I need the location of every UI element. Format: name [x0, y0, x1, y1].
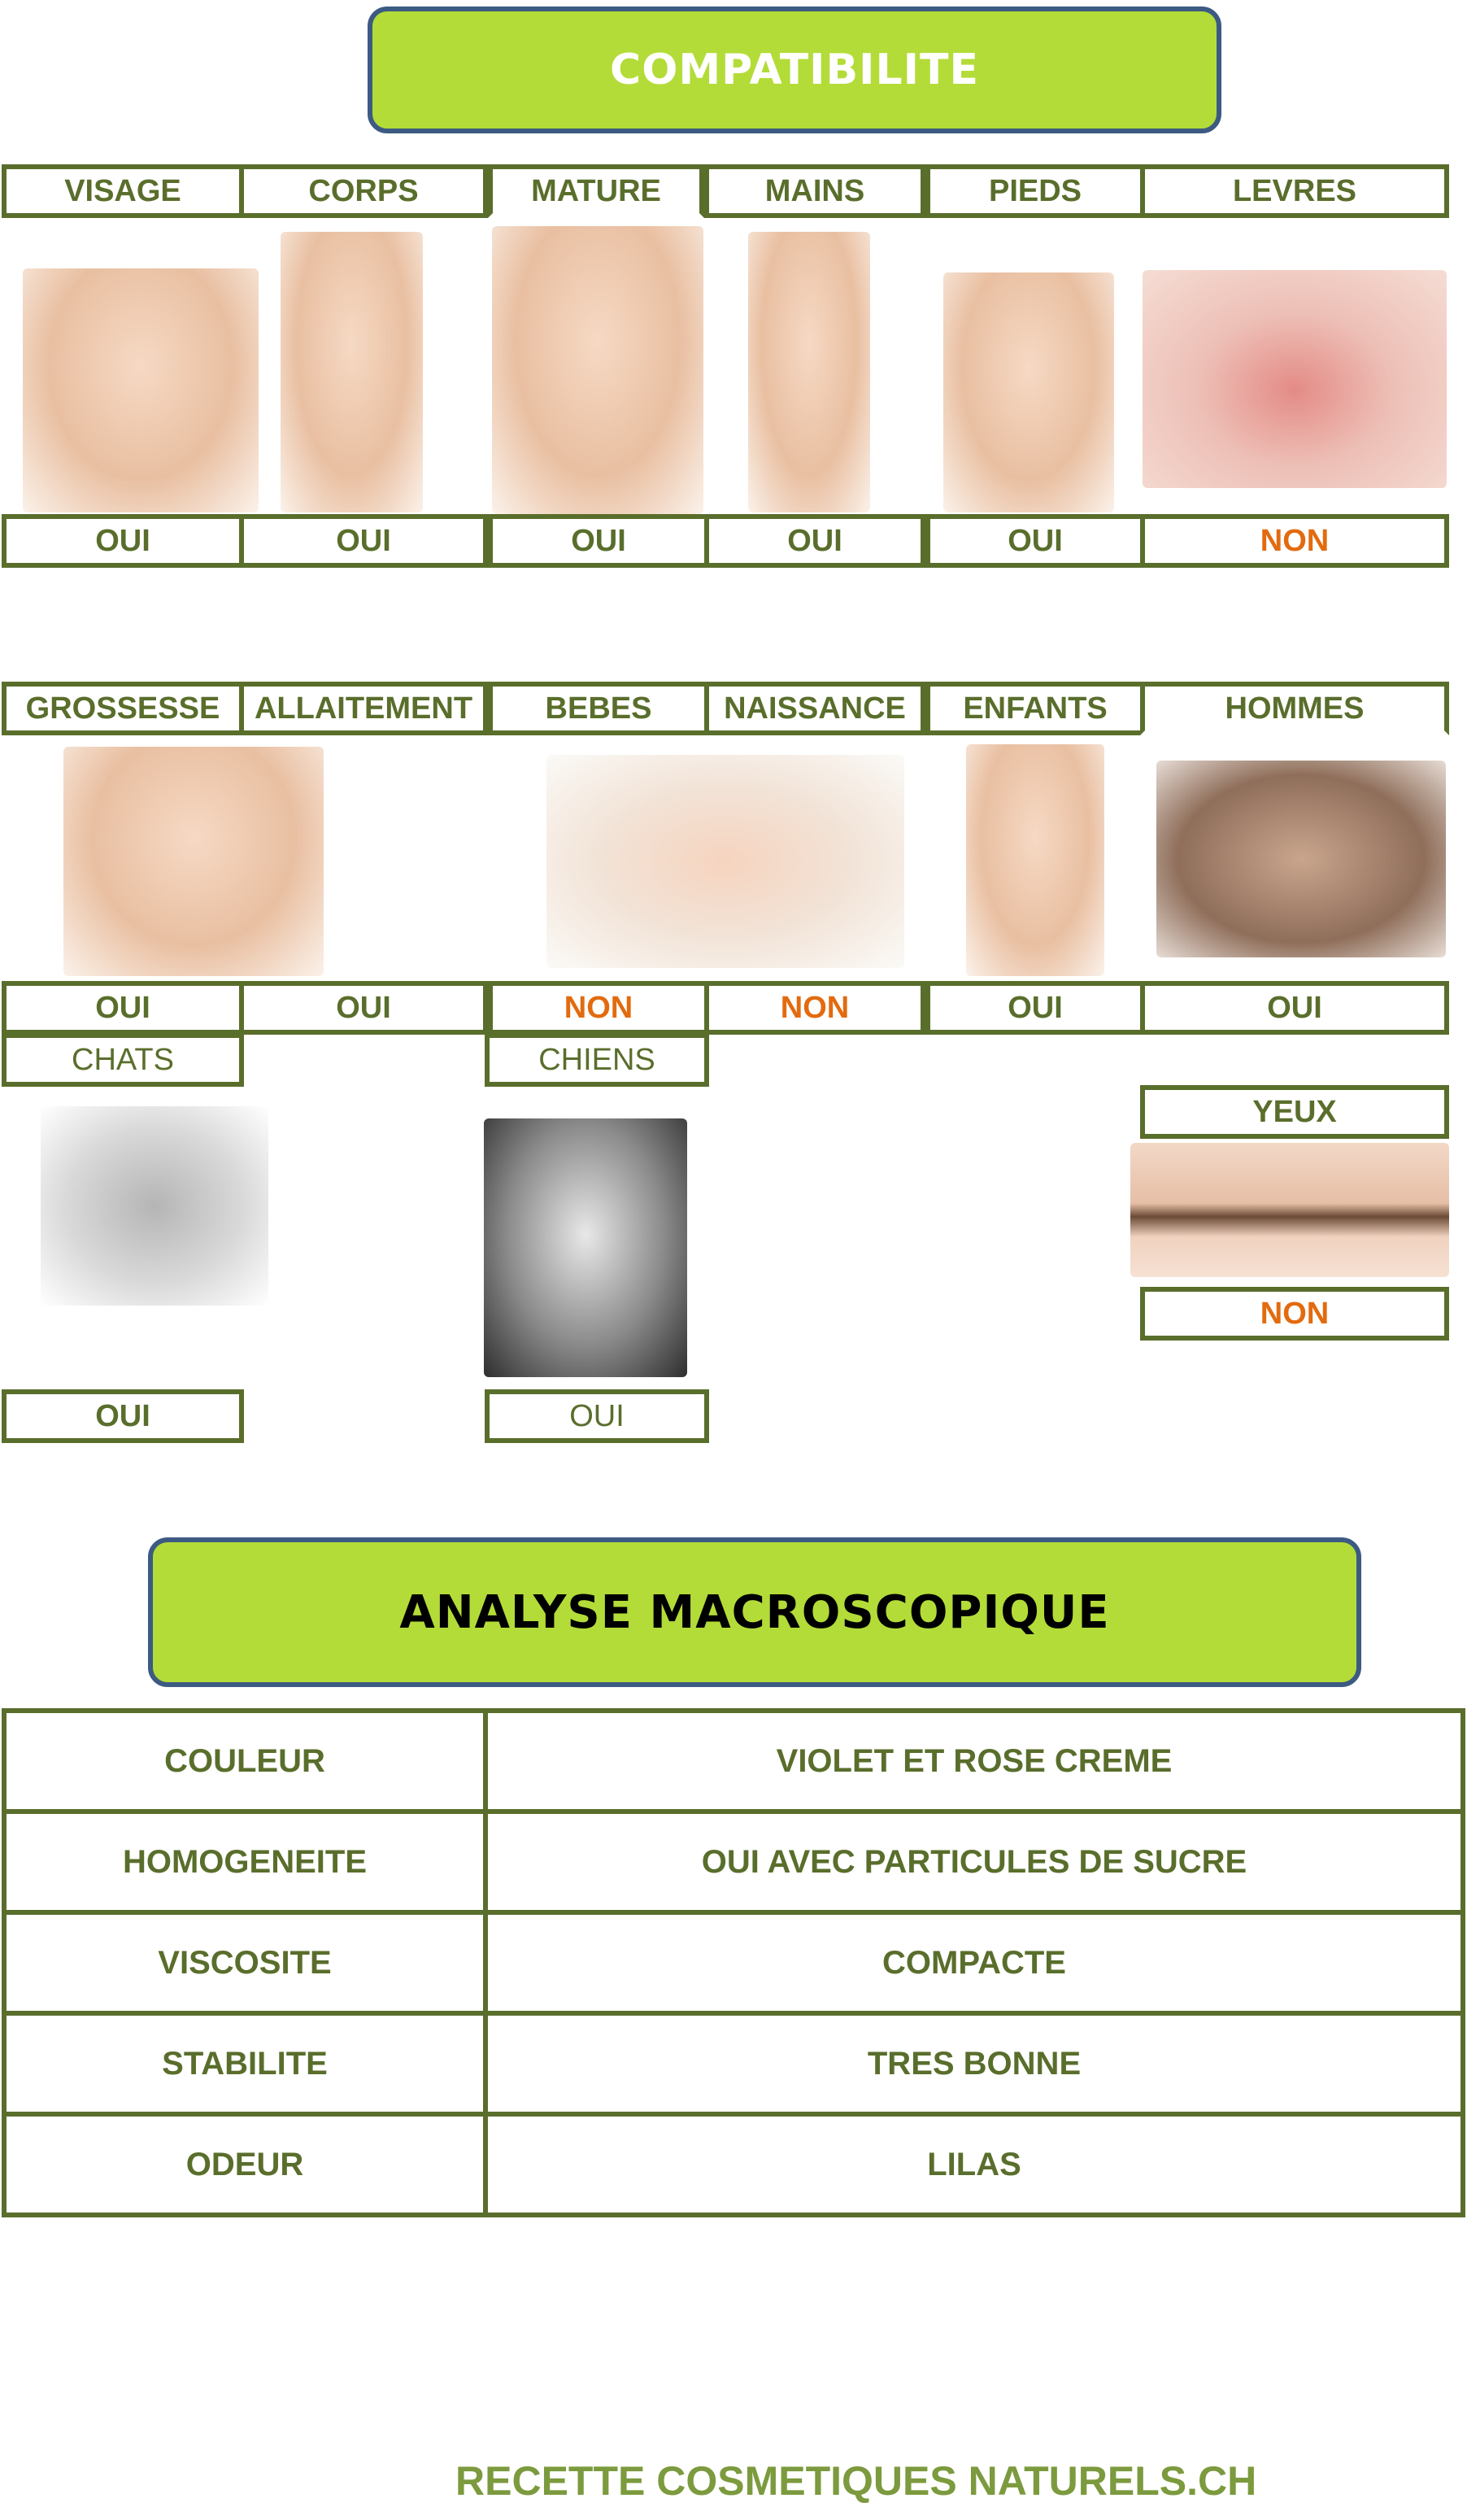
macroscopic-table	[2, 1708, 1465, 2219]
table-key-cell: HOMOGENEITE	[2, 1809, 488, 1915]
table-key-cell: ODEUR	[2, 2112, 488, 2217]
label-corps: CORPS	[239, 164, 488, 218]
label-allaitement: ALLAITEMENT	[239, 682, 488, 735]
label-mature: MATURE	[488, 164, 704, 218]
answer-mains: OUI	[704, 514, 925, 568]
table-value-cell: COMPACTE	[483, 1910, 1465, 2016]
table-row	[2, 1708, 1465, 1809]
answer-chats: OUI	[2, 1389, 244, 1443]
mother-child-photo	[966, 744, 1104, 976]
label-pieds: PIEDS	[925, 164, 1145, 218]
label-hommes: HOMMES	[1140, 682, 1449, 735]
label-enfants: ENFANTS	[925, 682, 1145, 735]
answer-hommes: OUI	[1140, 981, 1449, 1035]
answer-yeux: NON	[1140, 1287, 1449, 1341]
face-photo	[23, 268, 259, 512]
answer-enfants: OUI	[925, 981, 1145, 1035]
label-bebes: BEBES	[488, 682, 709, 735]
answer-mature: OUI	[488, 514, 709, 568]
table-row	[2, 1809, 1465, 1910]
table-key-cell: STABILITE	[2, 2011, 488, 2117]
label-chiens: CHIENS	[485, 1033, 709, 1087]
baby-photo	[546, 755, 904, 968]
answer-corps: OUI	[239, 514, 488, 568]
table-value-cell: TRES BONNE	[483, 2011, 1465, 2117]
table-key-cell: VISCOSITE	[2, 1910, 488, 2016]
label-visage: VISAGE	[2, 164, 244, 218]
macroscopic-title: ANALYSE MACROSCOPIQUE	[399, 1585, 1110, 1639]
mature-woman-photo	[492, 226, 703, 514]
table-key-cell: COULEUR	[2, 1708, 488, 1814]
footer-brand: RECETTE COSMETIQUES NATURELS.CH	[455, 2458, 1257, 2504]
answer-naissance: NON	[704, 981, 925, 1035]
macroscopic-banner	[148, 1537, 1361, 1687]
label-chats: CHATS	[2, 1033, 244, 1087]
label-naissance: NAISSANCE	[704, 682, 925, 735]
compatibilite-banner	[368, 7, 1221, 133]
compatibilite-title: COMPATIBILITE	[610, 46, 979, 94]
pregnancy-photo	[63, 747, 324, 976]
man-photo	[1156, 761, 1446, 957]
eyes-photo	[1130, 1143, 1449, 1277]
dog-photo	[484, 1118, 687, 1377]
answer-chiens: OUI	[485, 1389, 709, 1443]
answer-levres: NON	[1140, 514, 1449, 568]
table-value-cell: LILAS	[483, 2112, 1465, 2217]
lips-photo	[1143, 270, 1447, 488]
table-row	[2, 2112, 1465, 2213]
table-value-cell: OUI AVEC PARTICULES DE SUCRE	[483, 1809, 1465, 1915]
back-photo	[281, 232, 423, 512]
hands-photo	[748, 232, 870, 512]
label-levres: LEVRES	[1140, 164, 1449, 218]
label-grossesse: GROSSESSE	[2, 682, 244, 735]
answer-visage: OUI	[2, 514, 244, 568]
answer-grossesse: OUI	[2, 981, 244, 1035]
table-row	[2, 2011, 1465, 2112]
answer-bebes: NON	[488, 981, 709, 1035]
table-row	[2, 1910, 1465, 2011]
label-mains: MAINS	[704, 164, 925, 218]
answer-pieds: OUI	[925, 514, 1145, 568]
feet-photo	[943, 272, 1114, 512]
label-yeux: YEUX	[1140, 1085, 1449, 1139]
answer-allaitement: OUI	[239, 981, 488, 1035]
table-value-cell: VIOLET ET ROSE CREME	[483, 1708, 1465, 1814]
cat-photo	[41, 1106, 268, 1306]
